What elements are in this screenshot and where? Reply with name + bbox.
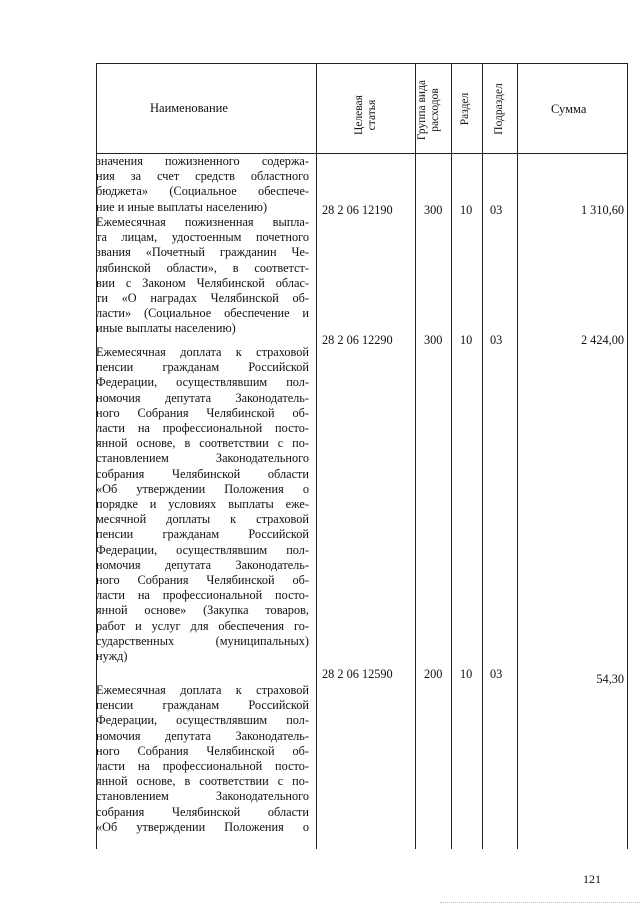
header-expense-group: Группа вида расходов: [416, 79, 441, 141]
page-number: 121: [583, 872, 601, 886]
row-expense-group: 300: [424, 203, 443, 217]
row-sum: 2 424,00: [580, 333, 624, 347]
header-subsection: Подраздел: [493, 83, 505, 135]
row-section: 10: [460, 667, 473, 681]
row-name: Ежемесячная доплата к страховой пенсии гражданам Российской Федерации, осуществлявшим пол- номочия депутата Законодатель- ного Собрания Челябинской об- ласти на профессиональной посто- янной основе, в соответствии с по- становлением Законодательного собрания Челябинской области «Об утверждении Положения о: [96, 683, 309, 834]
row-target-article: 28 2 06 12190: [322, 203, 393, 217]
row-sum: 1 310,60: [580, 203, 624, 217]
header-section: Раздел: [459, 92, 471, 126]
row-expense-group: 300: [424, 333, 443, 347]
column-divider: [316, 63, 317, 849]
row-expense-group: 200: [424, 667, 443, 681]
row-name: Ежемесячная доплата к страховой пенсии гражданам Российской Федерации, осуществлявшим пол- номочия депутата Законодатель- ного Собрания Челябинской об- ласти на профессиональной посто- янной основе, в соответствии с по- становлением Законодательного собрания Челябинской области «Об утверждении Положения о порядке и условиях выплаты еже- месячной доплаты к страховой пенсии гражданам Российской Федерации, осуществлявшим пол- номочия депутата Законодатель- ного Собрания Челябинской об- ласти на профессиональной посто- янной основе» (Закупка товаров, работ и услуг для обеспечения го- сударственных (муниципальных) нужд): [96, 345, 309, 664]
row-target-article: 28 2 06 12290: [322, 333, 393, 347]
row-name: Ежемесячная пожизненная выпла- та лицам, удостоенным почетного звания «Почетный гражданин Че- лябинской области», в соответст- вии с Законом Челябинской облас- ти «О наградах Челябинской об- ласти» (Социальное обеспечение и иные выплаты населению): [96, 215, 309, 336]
footer-rule: [440, 902, 640, 903]
column-divider: [415, 63, 416, 849]
column-divider: [482, 63, 483, 849]
row-target-article: 28 2 06 12590: [322, 667, 393, 681]
row-subsection: 03: [490, 667, 503, 681]
row-name: значения пожизненного содержа- ния за счет средств областного бюджета» (Социальное обеспече- ние и иные выплаты населению): [96, 154, 309, 214]
header-name: Наименование: [150, 101, 228, 115]
header-sum: Сумма: [551, 102, 587, 116]
row-section: 10: [460, 333, 473, 347]
row-subsection: 03: [490, 333, 503, 347]
header-target-article: Целевая статья: [353, 95, 378, 135]
table-right-border: [627, 63, 628, 849]
table-top-border: [96, 63, 627, 64]
column-divider: [517, 63, 518, 849]
row-sum: 54,30: [596, 672, 624, 686]
row-subsection: 03: [490, 203, 503, 217]
column-divider: [451, 63, 452, 849]
row-section: 10: [460, 203, 473, 217]
